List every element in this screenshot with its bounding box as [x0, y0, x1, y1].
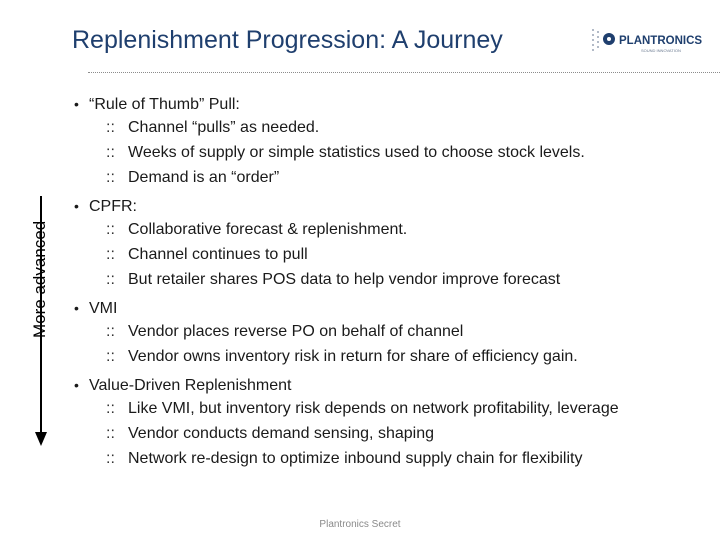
list-item-text: Weeks of supply or simple statistics used to choose stock levels. [128, 144, 585, 161]
sub-bullet-icon: :: [106, 144, 115, 161]
section-heading-text: “Rule of Thumb” Pull: [89, 96, 240, 113]
list-item [74, 115, 714, 140]
svg-text:PLANTRONICS: PLANTRONICS [619, 35, 703, 47]
list-item [74, 344, 714, 369]
footer-confidential: Plantronics Secret [319, 519, 401, 530]
list-item [74, 396, 714, 421]
page-title: Replenishment Progression: A Journey [72, 26, 503, 54]
sub-bullet-icon: :: [106, 400, 115, 417]
list-item-text: Vendor owns inventory risk in return for share of efficiency gain. [128, 348, 578, 365]
section-heading [74, 375, 714, 396]
list-item-text: Vendor places reverse PO on behalf of channel [128, 323, 464, 340]
list-item [74, 267, 714, 292]
section-heading-text: Value-Driven Replenishment [89, 377, 292, 394]
bullet-icon: • [74, 198, 79, 214]
bullet-icon: • [74, 300, 79, 316]
list-item [74, 421, 714, 446]
sub-bullet-icon: :: [106, 119, 115, 136]
sub-bullet-icon: :: [106, 450, 115, 467]
sub-bullet-icon: :: [106, 271, 115, 288]
list-item-text: Vendor conducts demand sensing, shaping [128, 425, 434, 442]
list-item [74, 319, 714, 344]
list-item [74, 217, 714, 242]
list-item-text: Demand is an “order” [128, 169, 280, 186]
list-item [74, 446, 714, 471]
section-heading-text: VMI [89, 300, 118, 317]
sub-bullet-icon: :: [106, 425, 115, 442]
list-item-text: But retailer shares POS data to help vendor improve forecast [128, 271, 561, 288]
svg-text:SOUND INNOVATION: SOUND INNOVATION [641, 48, 681, 53]
list-item-text: Channel “pulls” as needed. [128, 119, 320, 136]
sub-bullet-icon: :: [106, 348, 115, 365]
sub-bullet-icon: :: [106, 246, 115, 263]
bullet-list [74, 94, 714, 471]
sub-bullet-icon: :: [106, 221, 115, 238]
plantronics-logo [590, 26, 715, 56]
sub-bullet-icon: :: [106, 169, 115, 186]
sub-bullet-icon: :: [106, 323, 115, 340]
section-heading [74, 94, 714, 115]
list-item-text: Channel continues to pull [128, 246, 308, 263]
list-item-text: Collaborative forecast & replenishment. [128, 221, 408, 238]
list-item [74, 165, 714, 190]
bullet-icon: • [74, 377, 79, 393]
section-heading-text: CPFR: [89, 198, 137, 215]
list-item-text: Network re-design to optimize inbound supply chain for flexibility [128, 450, 583, 467]
bullet-icon: • [74, 96, 79, 112]
list-item [74, 242, 714, 267]
section-heading [74, 196, 714, 217]
title-divider [88, 72, 720, 73]
side-label-more-advanced: More advanced [30, 220, 49, 338]
list-item-text: Like VMI, but inventory risk depends on network profitability, leverage [128, 400, 619, 417]
section-heading [74, 298, 714, 319]
list-item [74, 140, 714, 165]
